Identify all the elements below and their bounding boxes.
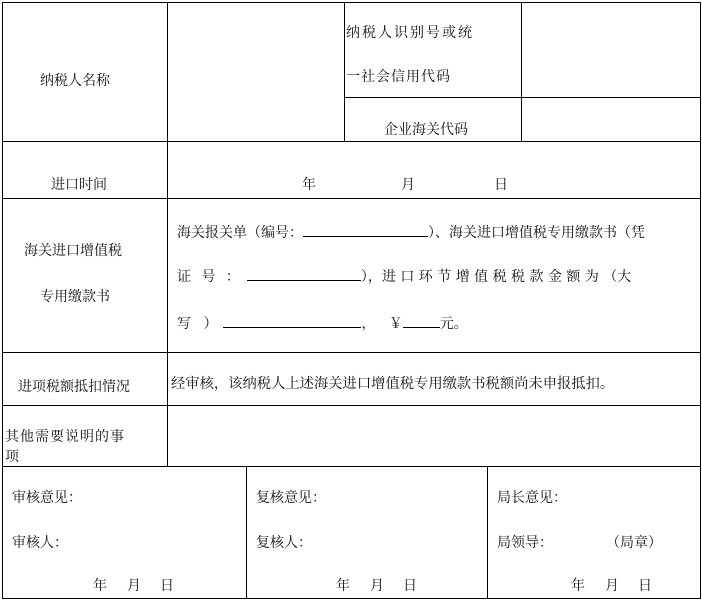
payment-text-3b: ， ￥ xyxy=(361,316,403,332)
label-column-divider xyxy=(167,2,168,467)
import-time-day: 日 xyxy=(494,177,508,193)
review-date-year: 年 xyxy=(93,578,107,594)
payment-text-line1 xyxy=(177,222,645,241)
voucher-number-blank[interactable] xyxy=(247,266,361,281)
payment-label: 海关进口增值税 xyxy=(24,243,122,259)
customs-code-label: 企业海关代码 xyxy=(384,122,468,138)
payment-text-3a: 写 ） xyxy=(177,316,222,332)
row-divider-3 xyxy=(2,198,701,199)
review-date-day: 日 xyxy=(160,578,174,594)
recheck-date-year: 年 xyxy=(336,578,350,594)
review-opinion-label: 审核意见： xyxy=(12,490,82,506)
payment-text-line2 xyxy=(177,266,631,285)
taxpayer-name-label: 纳税人名称 xyxy=(40,73,110,89)
other-label-cont: 项 xyxy=(5,449,19,465)
director-date-year: 年 xyxy=(571,578,585,594)
bureau-seal-label: （局章） xyxy=(606,535,662,551)
director-leader-label: 局领导： xyxy=(497,535,553,551)
recheck-date-day: 日 xyxy=(403,578,417,594)
row-divider-5 xyxy=(2,405,701,406)
deduction-label: 进项税额抵扣情况 xyxy=(18,379,130,395)
payment-text-1b: ）、海关进口增值税专用缴款书（凭 xyxy=(428,225,645,241)
director-date-month: 月 xyxy=(605,578,619,594)
declaration-number-blank[interactable] xyxy=(303,222,428,237)
id-value-divider xyxy=(521,2,522,142)
taxpayer-id-label: 纳税人识别号或统 xyxy=(346,25,474,41)
border-bottom xyxy=(2,598,701,599)
import-time-label: 进口时间 xyxy=(51,177,107,193)
deduction-text: 经审核，该纳税人上述海关进口增值税专用缴款书税额尚未申报抵扣。 xyxy=(171,376,615,392)
taxpayer-id-label-cont: 一社会信用代码 xyxy=(346,69,451,85)
other-label: 其他需要说明的事 xyxy=(5,429,125,445)
reviewer-label: 审核人： xyxy=(12,535,68,551)
border-right xyxy=(700,2,701,599)
import-time-month: 月 xyxy=(401,177,415,193)
payment-text-1a: 海关报关单（编号： xyxy=(177,225,303,241)
rechecker-label: 复核人： xyxy=(256,535,312,551)
review-date-month: 月 xyxy=(127,578,141,594)
payment-text-2b: ），进 口 环 节 增 值 税 税 款 金 额 为 （大 xyxy=(360,269,632,285)
payment-label-cont: 专用缴款书 xyxy=(40,289,110,305)
payment-text-2a: 证 号 ： xyxy=(177,269,243,285)
border-top xyxy=(2,2,701,3)
row-divider-6 xyxy=(2,466,701,467)
row-divider-1 xyxy=(344,97,701,98)
signature-divider-2 xyxy=(487,466,488,599)
row-divider-2 xyxy=(2,141,701,142)
amount-figure-blank[interactable] xyxy=(403,313,440,328)
import-time-year: 年 xyxy=(302,177,316,193)
amount-in-words-blank[interactable] xyxy=(223,313,361,328)
border-left xyxy=(2,2,3,599)
payment-text-line3 xyxy=(177,313,468,332)
director-opinion-label: 局长意见： xyxy=(497,490,567,506)
director-date-day: 日 xyxy=(638,578,652,594)
id-label-divider xyxy=(344,2,345,142)
row-divider-4 xyxy=(2,352,701,353)
signature-divider-1 xyxy=(246,466,247,599)
recheck-date-month: 月 xyxy=(370,578,384,594)
payment-text-3c: 元。 xyxy=(439,316,468,332)
recheck-opinion-label: 复核意见： xyxy=(256,490,326,506)
